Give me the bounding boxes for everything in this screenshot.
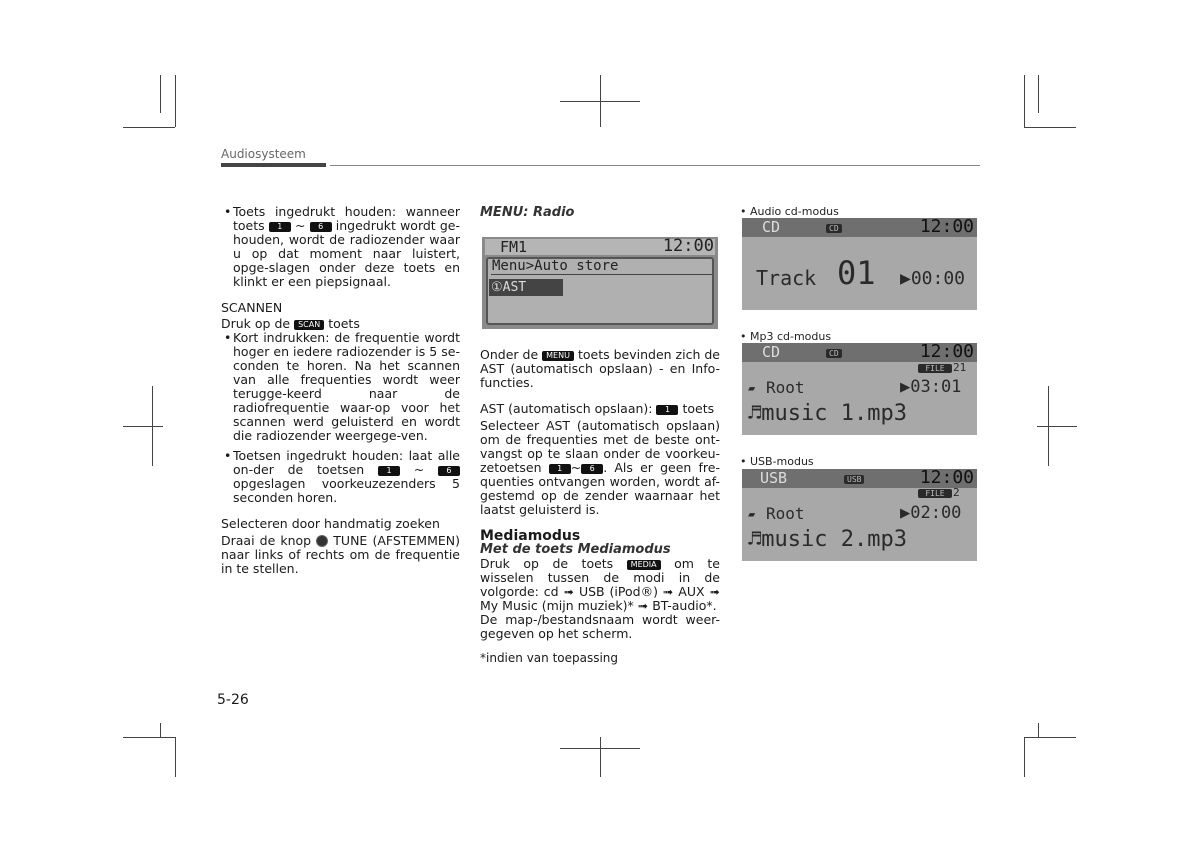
folder-icon: ▰	[748, 507, 756, 521]
bullet-short-press: • Kort indrukken: de frequentie wordt hoger en iedere radiozender is 5 se-conden te horen. Na het scannen van alle frequenties wordt weer terugge-keerd naar de radiofrequentie waar-op voor het scannen werd geluisterd en wordt die radiozender weergege-ven.	[224, 330, 460, 443]
radio-clock: 12:00	[662, 236, 714, 256]
menu-radio-title: MENU: Radio	[480, 205, 575, 220]
preset-key-6: 6	[438, 466, 460, 476]
cd-clock: 12:00	[919, 218, 974, 237]
mp3-badge: CD	[826, 349, 842, 358]
media-key: MEDIA	[627, 560, 661, 570]
media-paragraph: Druk op de toets MEDIA om te wisselen tussen de modi in de volgorde: cd ➟ USB (iPod®) ➟ AUX ➟ My Music (mijn muziek)* ➟ BT-audio*.	[480, 556, 720, 613]
cd-track-number: 01	[837, 254, 876, 292]
ast-heading: AST (automatisch opslaan): 1 toets	[480, 401, 715, 416]
cd-caption: • Audio cd-modus	[740, 205, 839, 218]
usb-folder: Root	[766, 504, 805, 523]
preset-key-1: 1	[549, 464, 571, 474]
preset-key-6: 6	[310, 222, 332, 232]
mp3-song: ♬music 1.mp3	[748, 401, 907, 426]
bullet-hold-keys: • Toetsen ingedrukt houden: laat alle on-der de toetsen 1 ~ 6 opgeslagen voorkeuzezenders 5 seconden horen.	[224, 448, 460, 505]
page-number: 5-26	[217, 692, 249, 708]
scan-key: SCAN	[294, 320, 324, 330]
middle-column	[480, 206, 720, 220]
menu-paragraph: Onder de MENU toets bevinden zich de AST (automatisch opslaan) - en Info-functies.	[480, 347, 721, 390]
radio-display	[482, 237, 718, 329]
mp3-file-number: 21	[953, 361, 967, 374]
folder-icon: ▰	[748, 381, 756, 395]
mp3-clock: 12:00	[919, 343, 974, 362]
bullet-hold-key: • Toets ingedrukt houden: wanneer toets 1 ~ 6 ingedrukt wordt ge-houden, wordt de radiozender waar u op dat moment naar luistert, opge-slagen onder deze toets en klinkt er een piepsignaal.	[224, 204, 460, 289]
map-paragraph: De map-/bestandsnaam wordt weer-gegeven op het scherm.	[480, 612, 720, 641]
usb-file-number: 2	[953, 486, 960, 499]
footnote: *indien van toepassing	[480, 651, 619, 665]
usb-time: ▶02:00	[900, 503, 962, 523]
usb-clock: 12:00	[919, 469, 974, 488]
menu-key: MENU	[542, 351, 574, 361]
radio-band: FM1	[500, 238, 528, 256]
preset-key-1: 1	[269, 222, 291, 232]
cd-badge: CD	[826, 224, 842, 233]
media-subheading: Met de toets Mediamodus	[480, 542, 671, 557]
header-rule	[330, 165, 980, 166]
preset-key-1: 1	[378, 466, 400, 476]
middle-column-body	[480, 348, 720, 665]
usb-badge: USB	[844, 475, 864, 484]
usb-song: ♬music 2.mp3	[748, 527, 907, 552]
usb-mode: USB	[760, 469, 788, 487]
preset-key-6: 6	[581, 464, 603, 474]
mp3-mode: CD	[762, 343, 781, 361]
usb-caption: • USB-modus	[740, 455, 814, 468]
media-heading: Mediamodus	[480, 528, 581, 544]
radio-ast-item[interactable]: ①AST	[489, 279, 563, 296]
header-bar	[221, 163, 326, 167]
manual-heading: Selecteren door handmatig zoeken	[221, 516, 440, 531]
tune-knob-icon	[316, 535, 328, 547]
manual-text: Draai de knop TUNE (AFSTEMMEN) naar links of rechts om de frequentie in te stellen.	[221, 533, 460, 576]
mp3-file-label: FILE	[918, 364, 952, 373]
cd-mode: CD	[762, 218, 781, 236]
cd-display	[742, 218, 977, 310]
preset-key-1: 1	[656, 405, 678, 415]
left-column	[221, 205, 460, 576]
mp3-caption: • Mp3 cd-modus	[740, 330, 832, 343]
usb-display	[742, 469, 977, 561]
section-title: Audiosysteem	[221, 147, 306, 161]
cd-time: ▶00:00	[900, 268, 966, 289]
radio-menu-path: Menu>Auto store	[492, 258, 619, 274]
scan-line: Druk op de SCAN toets	[221, 316, 360, 331]
mp3-display	[742, 343, 977, 435]
ast-paragraph: Selecteer AST (automatisch opslaan) om de frequenties met de beste ont-vangst op te slaan onder de voorkeu-zetoetsen 1 ~ 6 . Als er geen fre-quenties ontvangen worden, wordt af-gestemd op de zender waarnaar het laatst geluisterd is.	[480, 418, 720, 517]
mp3-time: ▶03:01	[900, 377, 962, 397]
mp3-folder: Root	[766, 378, 805, 397]
scan-heading: SCANNEN	[221, 300, 283, 315]
cd-track-label: Track	[756, 266, 817, 290]
usb-file-label: FILE	[918, 489, 952, 498]
